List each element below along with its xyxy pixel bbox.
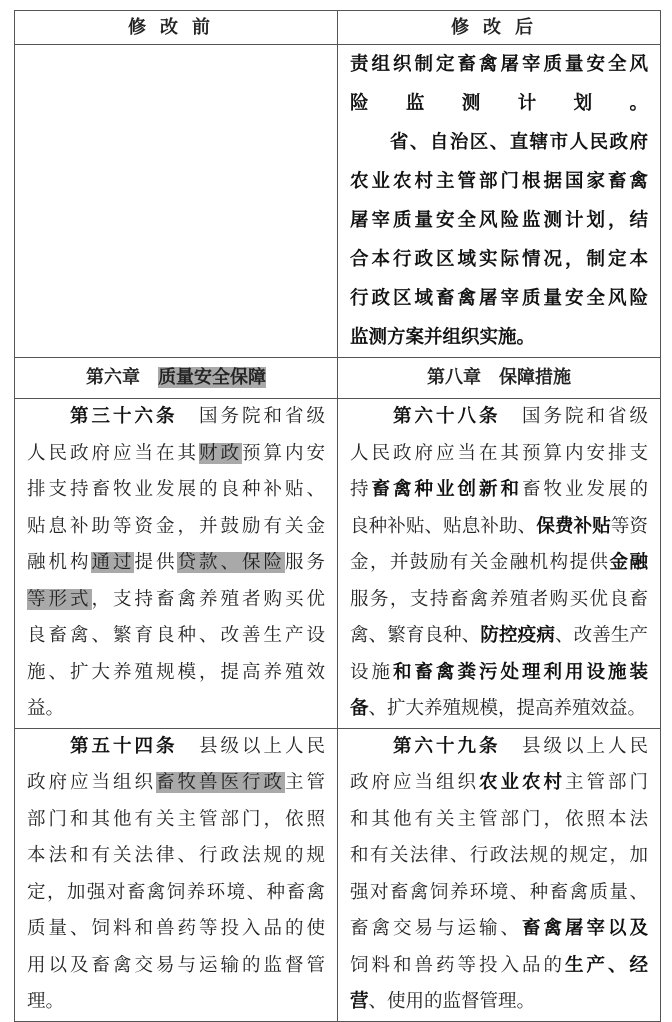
chapter-title-segment: 第六章	[86, 367, 158, 388]
text-line	[350, 582, 648, 619]
text-line	[27, 545, 325, 582]
body-text: 用以及畜禽交易与运输的监督管	[27, 954, 325, 976]
text-line	[27, 691, 325, 728]
article-row	[15, 399, 661, 729]
bold-text: 金融	[609, 552, 648, 573]
body-text: 良畜禽、繁育良种、改善生产设	[27, 625, 325, 646]
cell-after	[338, 728, 661, 1021]
chapter-title-segment: 质量安全保障	[158, 367, 266, 388]
text-line	[350, 655, 648, 692]
cell-after	[338, 45, 661, 358]
body-text: 主管部门	[564, 772, 648, 793]
text-line	[27, 838, 325, 875]
body-text: 和其他有关主管部门，依照本法	[350, 808, 648, 830]
body-text: 预算内安	[241, 442, 325, 464]
body-text: 畜禽交易与运输、	[350, 918, 522, 939]
text-line	[27, 436, 325, 473]
text-line	[27, 472, 325, 509]
body-text: 政府应当组织	[350, 772, 479, 793]
body-text: 、使用的监督管理。	[368, 991, 536, 1012]
bold-text: 合本行政区域实际情况，制定本	[350, 249, 648, 270]
body-text	[350, 736, 393, 757]
body-text	[350, 406, 393, 427]
text-line	[27, 509, 325, 546]
body-text: 人民政府应当在其	[27, 442, 199, 464]
bold-text: 监测方案并组织实施。	[350, 327, 536, 348]
text-line	[27, 802, 325, 839]
text-line	[350, 201, 648, 240]
text-line	[350, 948, 648, 985]
bold-text: 防控疫病	[480, 625, 555, 646]
body-text: 设施	[350, 661, 393, 683]
bold-text: 备	[350, 698, 369, 719]
text-line	[350, 240, 648, 279]
bold-text: 营	[350, 991, 369, 1012]
text-line	[27, 875, 325, 912]
body-text	[27, 736, 70, 757]
header-row	[15, 11, 661, 45]
text-line	[350, 509, 648, 546]
bold-text: 生产、经	[564, 954, 648, 976]
body-text: 定，加强对畜禽饲养环境、种畜禽	[27, 881, 325, 903]
bold-text: 保费补贴	[536, 515, 611, 537]
bold-text: 行政区域畜禽屠宰质量安全风险	[350, 288, 648, 309]
body-text: 畜牧业发展的	[521, 479, 648, 500]
body-text: 金，并鼓励有关金融机构提供	[350, 552, 610, 573]
bold-text: 农业农村主管部门根据国家畜禽	[350, 171, 648, 192]
body-text: 国务院和省级	[500, 406, 648, 427]
cell-before	[15, 399, 338, 729]
body-text: 强对畜禽饲养环境、种畜禽质量、	[350, 881, 648, 903]
bold-text: 农业农村	[478, 772, 565, 793]
body-text: 融机构	[27, 552, 92, 573]
body-text: 县级以上人民	[500, 735, 648, 757]
text-line	[27, 655, 325, 692]
text-line	[27, 765, 325, 802]
cell-before	[15, 358, 338, 399]
body-text	[27, 406, 70, 427]
body-text: 政府应当组织	[27, 772, 156, 793]
body-text: 等资	[610, 515, 648, 537]
text-line	[27, 582, 325, 619]
body-text: 提供	[134, 552, 178, 573]
bold-text: 责组织制定畜禽屠宰质量安全风	[350, 54, 648, 75]
bold-text: 畜禽屠宰以及	[521, 918, 648, 939]
body-text: 人民政府应当在其预算内安排支	[350, 442, 648, 464]
text-line	[350, 691, 648, 728]
bold-text: 屠宰质量安全风险监测计划，结	[350, 210, 648, 231]
text-line	[350, 472, 648, 509]
bold-text: 险监测计划。	[350, 93, 648, 114]
highlighted-text: 畜牧兽医行政	[155, 772, 285, 793]
text-line	[27, 618, 325, 655]
highlighted-text: 贷款、保险	[177, 552, 285, 573]
body-text: 益。	[27, 698, 65, 719]
bold-text: 第六十八条	[393, 406, 501, 427]
text-line	[350, 162, 648, 201]
text-line	[27, 948, 325, 985]
body-text: 县级以上人民	[177, 735, 325, 757]
cell-before	[15, 728, 338, 1021]
text-line	[350, 802, 648, 839]
body-text: 部门和其他有关主管部门，依照	[27, 808, 325, 830]
text-line	[27, 984, 325, 1021]
text-line	[350, 279, 648, 318]
text-line	[27, 729, 325, 766]
body-text: 理。	[27, 991, 65, 1012]
text-line	[27, 911, 325, 948]
text-line	[350, 984, 648, 1021]
body-text: 本法和有关法律、行政法规的规	[27, 845, 325, 866]
text-line	[350, 618, 648, 655]
highlighted-text: 财政	[198, 442, 242, 464]
comparison-table	[14, 10, 661, 1022]
article-row	[15, 728, 661, 1021]
body-text: 国务院和省级	[177, 406, 325, 427]
body-text: ，支持畜禽养殖者购买优	[91, 588, 325, 610]
text-line	[350, 729, 648, 766]
text-line	[350, 45, 648, 84]
bold-text: 第六十九条	[393, 735, 501, 757]
body-text: 服务，支持畜禽养殖者购买优良畜	[350, 588, 648, 610]
cell-before	[15, 45, 338, 358]
chapter-title-segment: 第八章 保障措施	[427, 367, 571, 388]
bold-text: 省、自治区、直辖市人民政府	[350, 132, 648, 153]
highlighted-text: 通过	[91, 552, 135, 573]
bold-text: 第三十六条	[70, 406, 178, 427]
chapter-row	[15, 358, 661, 399]
body-text: 良种补贴、贴息补助、	[350, 515, 537, 537]
cell-after	[338, 399, 661, 729]
body-text: 质量、饲料和兽药等投入品的使	[27, 918, 325, 939]
body-text: 和有关法律、行政法规的规定，加	[350, 845, 648, 866]
text-line	[350, 123, 648, 162]
body-text: 饲料和兽药等投入品的	[350, 954, 565, 976]
body-text: 持	[350, 479, 372, 500]
text-line	[350, 399, 648, 436]
body-text: 排支持畜牧业发展的良种补贴、	[27, 479, 325, 500]
text-line	[350, 911, 648, 948]
header-after: 修改后	[338, 11, 661, 45]
body-text: 禽、繁育良种、	[350, 625, 481, 646]
text-line	[350, 436, 648, 473]
bold-text: 畜禽种业创新和	[371, 479, 522, 500]
header-before: 修改前	[15, 11, 338, 45]
bold-text: 第五十四条	[70, 735, 178, 757]
highlighted-text: 等形式	[27, 588, 92, 610]
body-text: 、扩大养殖规模，提高养殖效益。	[368, 698, 647, 719]
text-line	[350, 84, 648, 123]
body-text: 贴息补助等资金，并鼓励有关金	[27, 515, 325, 537]
cell-after	[338, 358, 661, 399]
body-text: 主管	[284, 772, 325, 793]
text-line	[350, 318, 648, 357]
body-text: 、改善生产	[554, 625, 648, 646]
text-line	[350, 765, 648, 802]
text-line	[350, 838, 648, 875]
body-text: 服务	[284, 552, 325, 573]
article-row	[15, 45, 661, 358]
text-line	[27, 399, 325, 436]
body-text: 施、扩大养殖规模，提高养殖效	[27, 661, 325, 683]
bold-text: 和畜禽粪污处理利用设施装	[393, 661, 648, 683]
text-line	[350, 545, 648, 582]
text-line	[350, 875, 648, 912]
